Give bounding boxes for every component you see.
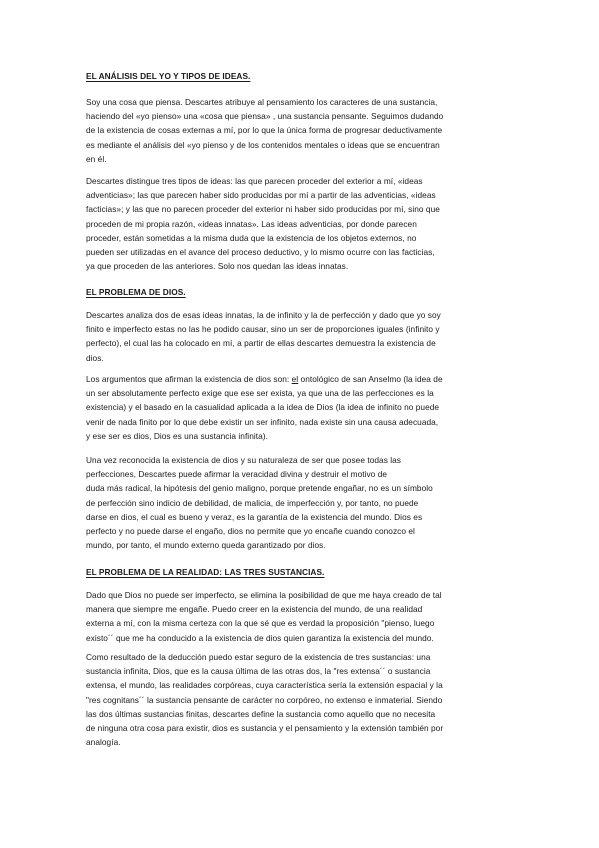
text-line: perfecto y no puede darse el engaño, dios no permite que yo encañe cuando conozco el [86,526,415,537]
text-line: perfecto), el cual las ha colocado en mí, a partir de ellas descartes demuestra la existencia de [86,338,436,349]
text-line: facticias»; y las que no parecen proceder del exterior ni haber sido producidas por mí, sino que [86,204,440,215]
text-line: proceder, están sometidas a la misma duda que la existencia de los objetos externos, no [86,232,417,243]
section-heading-yo: EL ANÁLISIS DEL YO Y TIPOS DE IDEAS. [86,71,251,81]
text-line: Descartes distingue tres tipos de ideas: las que parecen proceder del exterior a mí, «ideas [86,176,423,186]
section-heading-dios: EL PROBLEMA DE DIOS. [86,287,186,297]
text-line: de ninguna otra cosa para existir, dios es sustancia y el pensamiento y la extensión también por [86,723,444,734]
paragraph-existencia-mundo [86,588,513,645]
text-line: venir de nada finito por lo que debe existir un ser infinito, nada existe sin una causa adecuada, [86,416,439,427]
text-line: Una vez reconocida la existencia de dios y su naturaleza de ser que posee todas las [86,455,402,465]
text-run: Los argumentos que afirman la existencia de dios son: [86,374,292,384]
text-line: ya que proceden de las anteriores. Solo nos quedan las ideas innatas. [86,261,349,272]
paragraph-tipos-de-ideas [86,174,513,273]
text-line: Como resultado de la deducción puedo estar seguro de la existencia de tres sustancias: una [86,652,431,662]
section-heading-realidad: EL PROBLEMA DE LA REALIDAD: LAS TRES SUSTANCIAS. [86,567,325,577]
paragraph-veracidad-divina [86,453,513,552]
text-line: de perfección sino indicio de debilidad, de malicia, de imperfección y, por tanto, no puede [86,497,419,508]
text-line [86,372,513,386]
text-line: de la existencia de cosas externas a mí, por lo que la única forma de progresar deductivamente [86,125,443,136]
text-line: proceden de mi propia razón, «ideas innatas». Las ideas adventicias, por donde parecen [86,218,417,229]
text-line: manera que siempre me engañe. Puedo creer en la existencia del mundo, de una realidad [86,604,423,615]
text-line: mundo, por tanto, el mundo externo queda garantizado por dios. [86,540,326,551]
paragraph-ideas-innatas [86,308,513,365]
text-line: haciendo del «yo pienso» una «cosa que piensa» , una sustancia pensante. Seguimos dudando [86,111,444,122]
text-line: sustancia infinita, Dios, que es la causa última de las otras dos, la "res extensa´´ o sustancia [86,666,431,677]
text-line: Descartes analiza dos de esas ideas innatas, la de infinito y la de perfección y dado que yo soy [86,310,441,320]
text-line: y ese ser es dios, Dios es una sustancia infinita). [86,430,268,441]
text-line: Dado que Dios no puede ser imperfecto, se elimina la posibilidad de que me haya creado de tal [86,590,442,600]
text-line: perfecciones, Descartes puede afirmar la veracidad divina y destruir el motivo de [86,469,388,480]
text-line: extensa, el mundo, las realidades corpóreas, cuya característica sería la extensión espacial y la [86,680,443,691]
underlined-word: el [291,374,299,384]
text-line: darse en dios, el cual es bueno y veraz, es la garantía de la existencia del mundo. Dios es [86,511,423,522]
text-line: analogía. [86,737,121,748]
paragraph-argumentos [86,372,513,443]
paragraph-tres-sustancias [86,650,513,749]
text-line: en él. [86,153,107,164]
text-line: las dos últimas sustancias finitas, descartes define la sustancia como aquello que no necesita [86,708,436,719]
text-line: duda más radical, la hipótesis del genio maligno, porque pretende engañar, no es un símbolo [86,483,433,494]
text-line: existo´´ que me ha conducido a la existencia de dios quien garantiza la existencia del mundo. [86,632,434,643]
paragraph-yo-pienso [86,95,513,166]
text-line: Soy una cosa que piensa. Descartes atribuye al pensamiento los caracteres de una sustancia, [86,97,438,107]
text-line: externa a mí, con la misma certeza con la que sé que es verdad la proposición "pienso, luego [86,618,435,629]
text-line: finito e imperfecto estas no las he podido causar, sino un ser de proporciones iguales (infinito y [86,324,440,335]
text-line: adventicias»; las que parecen haber sido producidas por mí a partir de las adventicias, «ideas [86,190,436,201]
text-line: es mediante el análisis del «yo pienso y de los contenidos mentales o ideas que se encuentran [86,139,440,150]
text-line: un ser absolutamente perfecto exige que ese ser exista, ya que una de las perfecciones es la [86,388,434,399]
text-line: pueden ser utilizadas en el avance del proceso deductivo, y lo mismo ocurre con las facticias, [86,247,435,258]
text-line: dios. [86,352,104,363]
text-line: existencia) y el basado en la casualidad aplicada a la idea de Dios (la idea de infinito no puede [86,402,440,413]
text-line: "res cognitans´´ la sustancia pensante de carácter no corpóreo, no extenso e inmaterial. Siendo [86,694,443,705]
text-run: ontológico de san Anselmo (la idea de [298,374,443,384]
